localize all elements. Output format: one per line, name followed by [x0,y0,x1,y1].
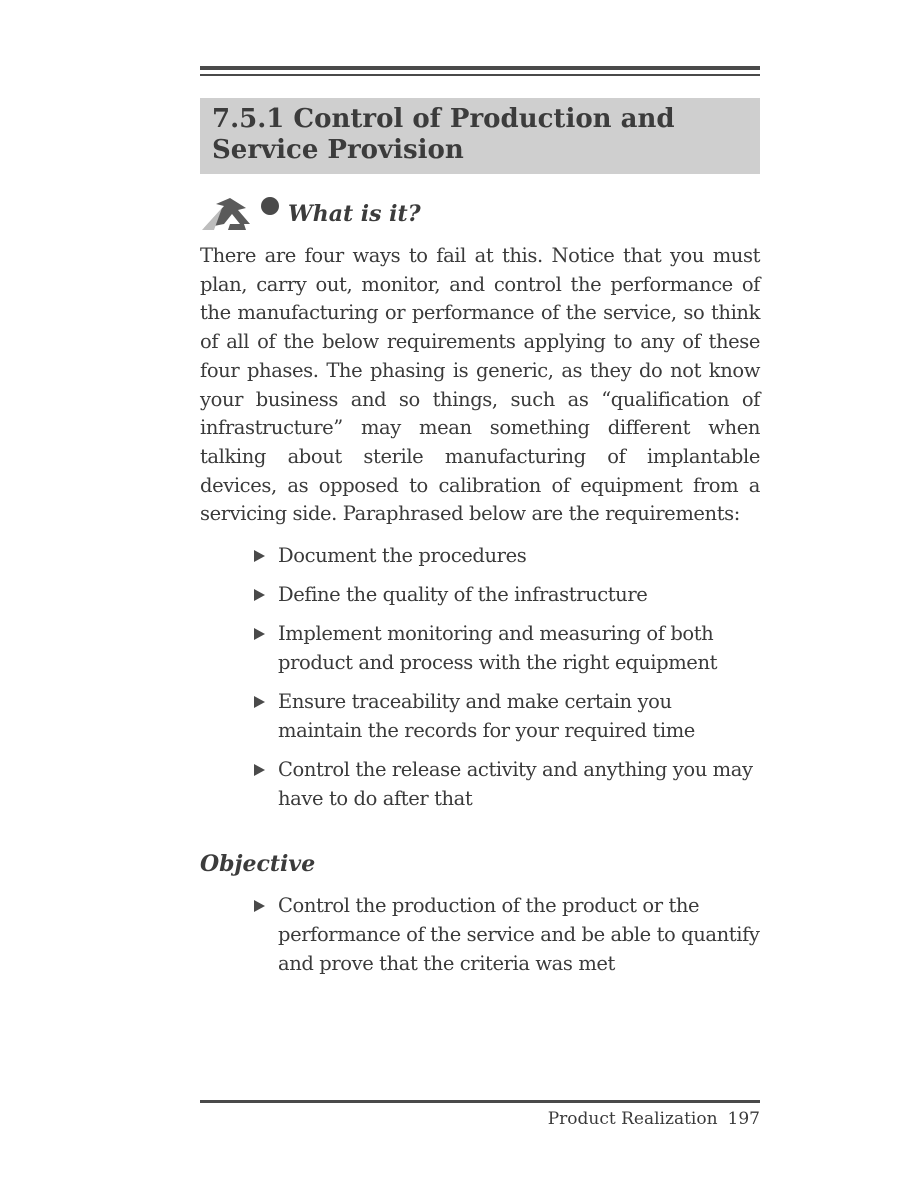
what-is-it-heading: What is it? [288,201,421,227]
objective-heading: Objective [200,851,316,878]
top-rule-thin [200,74,760,76]
list-item [254,541,760,570]
page-content [200,66,760,988]
what-is-it-heading-row [200,194,760,234]
list-item-text: Document the procedures [278,544,527,568]
top-rule-thick [200,66,760,70]
section-title: 7.5.1 Control of Production and Service Provision [200,98,760,174]
intro-paragraph: There are four ways to fail at this. Notice that you must plan, carry out, monitor, and control the performance of the manufacturing or performance of the service, so think of all of the below requirements applying to any of these four phases. The phasing is generic, as they do not know your business and so things, such as “qualification of infrastructure” may mean something different when talking about sterile manufacturing of implantable devices, as opposed to calibration of equipment from a servicing side. Paraphrased below are the requirements: [200,244,760,526]
triangle-bullet-icon [254,764,265,776]
list-item [254,580,760,609]
page-number: 197 [727,1109,760,1129]
footer-rule [200,1100,760,1103]
list-item-text: Control the production of the product or the performance of the service and be able to quantify and prove that the criteria was met [278,894,760,976]
list-item-text: Implement monitoring and measuring of both product and process with the right equipment [278,622,718,675]
triangle-bullet-icon [254,696,265,708]
triangle-bullet-icon [254,550,265,562]
page-footer [200,1100,760,1129]
requirements-list [200,541,760,813]
list-item-text: Ensure traceability and make certain you maintain the records for your required time [278,690,695,743]
objective-list [200,891,760,978]
list-item [254,891,760,978]
list-item [254,619,760,677]
triangle-bullet-icon [254,900,265,912]
footer-chapter: Product Realization [547,1109,718,1129]
triangle-bullet-icon [254,589,265,601]
list-item-text: Control the release activity and anything you may have to do after that [278,758,753,811]
list-item-text: Define the quality of the infrastructure [278,583,648,607]
runner-icon [200,194,282,234]
triangle-bullet-icon [254,628,265,640]
list-item [254,687,760,745]
footer-text [200,1109,760,1129]
list-item [254,755,760,813]
